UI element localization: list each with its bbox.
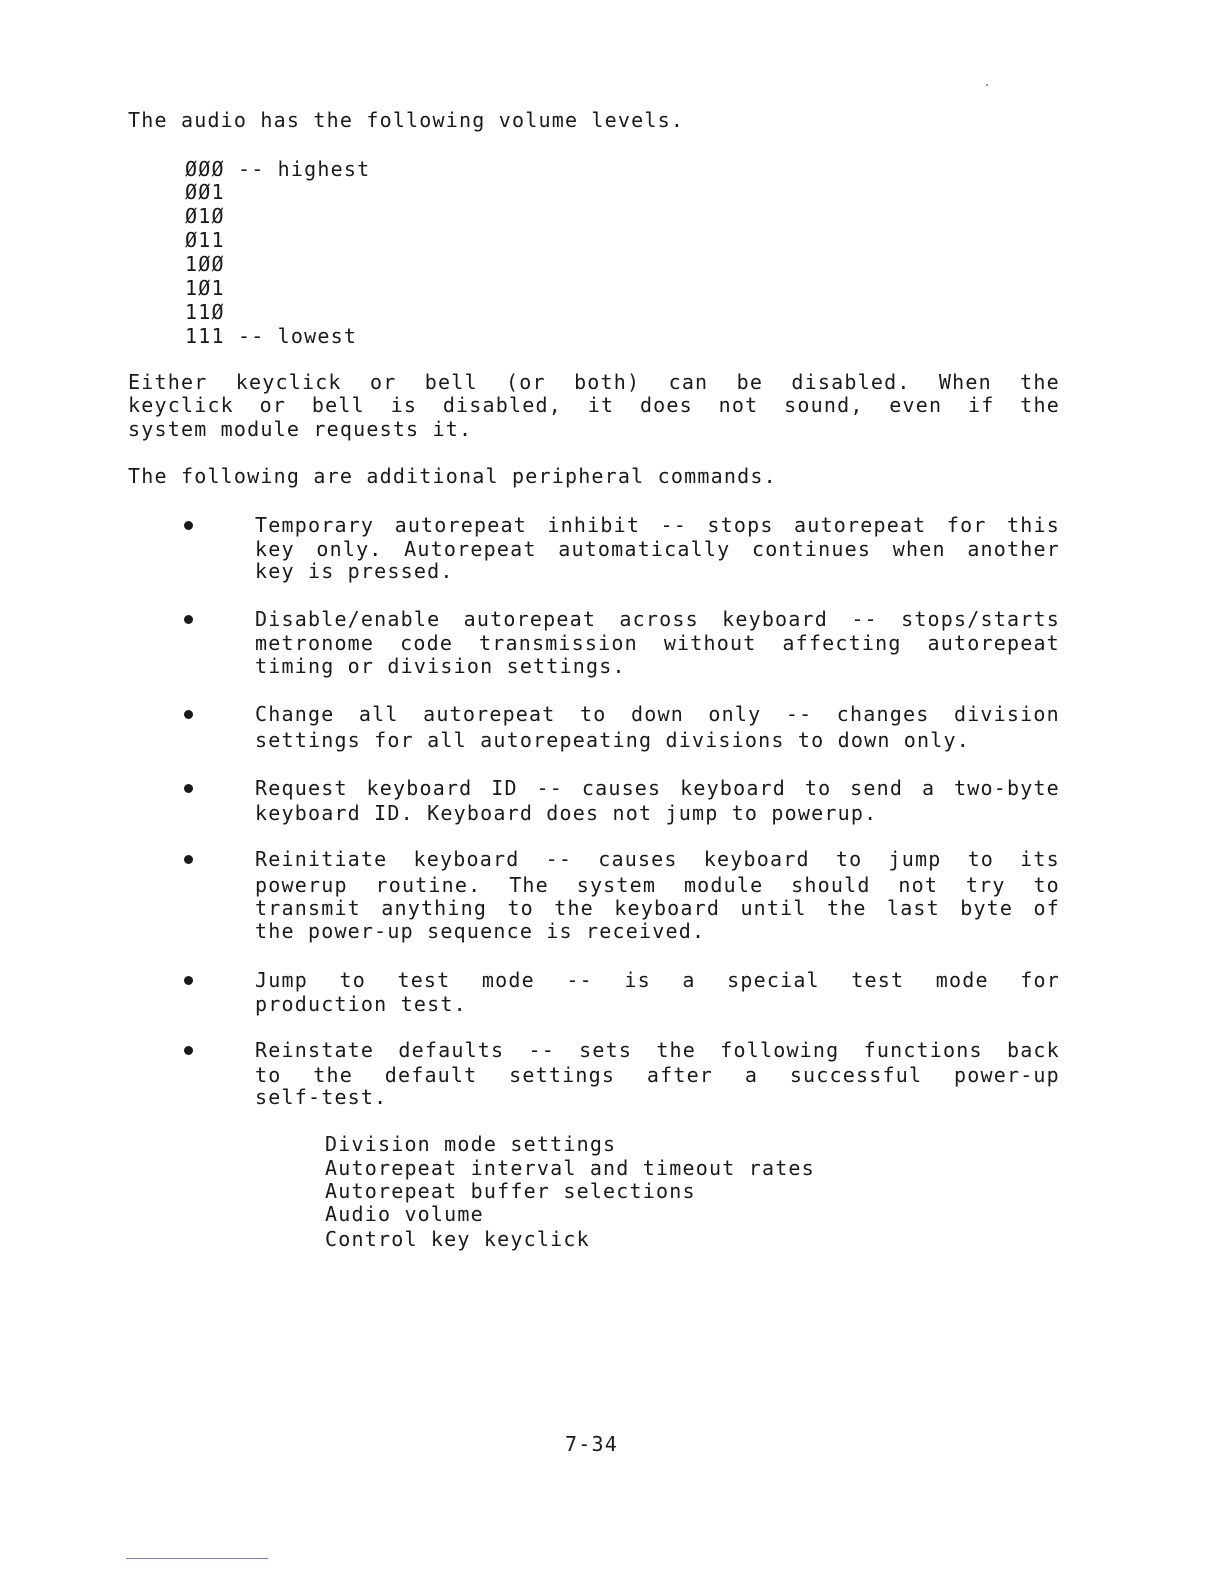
- word: a: [682, 968, 696, 992]
- word: causes: [581, 776, 662, 800]
- word: or: [369, 370, 397, 394]
- volume-level-item: 1ØØ: [185, 252, 225, 276]
- word: to: [804, 776, 832, 800]
- command-line: [255, 875, 1060, 895]
- word: ID: [491, 776, 518, 800]
- word: for: [1020, 968, 1060, 992]
- word: defaults: [398, 1038, 505, 1062]
- word: mode: [935, 968, 989, 992]
- command-line: [255, 849, 1060, 869]
- word: changes: [836, 702, 930, 726]
- word: --: [660, 513, 687, 537]
- word: the: [313, 1063, 353, 1087]
- word: this: [1006, 513, 1060, 537]
- command-line: settings for all autorepeating divisions to down only.: [255, 728, 971, 752]
- volume-level-item: ØØ1: [185, 180, 225, 204]
- bullet-icon: [184, 855, 193, 864]
- word: autorepeat: [423, 702, 556, 726]
- word: division: [953, 702, 1060, 726]
- word: default: [384, 1063, 478, 1087]
- word: the: [554, 896, 594, 920]
- word: Autorepeat: [404, 537, 537, 561]
- word: down: [630, 702, 684, 726]
- paragraph-line: [128, 395, 1060, 415]
- word: keyclick: [235, 370, 342, 394]
- word: Temporary: [255, 513, 375, 537]
- command-line: timing or division settings.: [255, 654, 626, 678]
- word: stops: [707, 513, 774, 537]
- bullet-icon: [184, 615, 193, 624]
- word: successful: [789, 1063, 923, 1087]
- word: sound,: [784, 393, 864, 417]
- word: --: [528, 1038, 555, 1062]
- word: keyclick: [128, 393, 234, 417]
- word: transmission: [478, 631, 638, 655]
- word: Request: [255, 776, 348, 800]
- volume-level-item: 111 -- lowest: [185, 324, 358, 348]
- paragraph-line: system module requests it.: [128, 417, 473, 441]
- word: Disable/enable: [255, 607, 441, 631]
- scan-speck: [986, 84, 988, 86]
- word: send: [850, 776, 904, 800]
- command-line: [255, 1065, 1060, 1085]
- word: --: [566, 968, 593, 992]
- word: keyboard: [680, 776, 787, 800]
- word: routine.: [375, 873, 482, 897]
- word: or: [259, 393, 287, 417]
- word: be: [736, 370, 764, 394]
- word: --: [536, 776, 564, 800]
- bullet-icon: [184, 976, 193, 985]
- default-function-item: Control key keyclick: [325, 1227, 590, 1251]
- command-line: production test.: [255, 992, 467, 1016]
- word: two-byte: [954, 776, 1060, 800]
- word: both): [574, 370, 641, 394]
- word: to: [580, 702, 607, 726]
- word: even: [889, 393, 943, 417]
- word: it: [587, 393, 615, 417]
- volume-level-item: Ø1Ø: [185, 204, 225, 228]
- word: disabled.: [791, 370, 911, 394]
- word: after: [646, 1063, 714, 1087]
- word: to: [255, 1063, 282, 1087]
- default-function-item: Division mode settings: [325, 1132, 617, 1156]
- word: The: [509, 873, 549, 897]
- command-line: [255, 704, 1060, 724]
- word: automatically: [558, 537, 731, 561]
- word: until: [740, 896, 807, 920]
- default-function-item: Autorepeat interval and timeout rates: [325, 1156, 815, 1180]
- word: When: [938, 370, 992, 394]
- word: should: [791, 873, 871, 897]
- word: key: [255, 537, 295, 561]
- word: when: [892, 537, 946, 561]
- word: autorepeat: [927, 631, 1060, 655]
- word: across: [619, 607, 699, 631]
- word: only.: [316, 537, 383, 561]
- command-line: keyboard ID. Keyboard does not jump to powerup.: [255, 801, 878, 825]
- commands-intro: The following are additional peripheral commands.: [128, 464, 777, 488]
- word: system: [576, 873, 657, 897]
- word: another: [967, 537, 1060, 561]
- word: try: [965, 873, 1006, 897]
- word: keyboard: [413, 847, 520, 871]
- word: --: [545, 847, 573, 871]
- word: functions: [863, 1038, 983, 1062]
- word: does: [639, 393, 693, 417]
- word: test: [397, 968, 451, 992]
- command-line: [255, 898, 1060, 918]
- word: autorepeat: [394, 513, 527, 537]
- word: continues: [751, 537, 872, 561]
- word: to: [1033, 873, 1060, 897]
- command-line: [255, 970, 1060, 990]
- word: test: [851, 968, 905, 992]
- word: autorepeat: [463, 607, 597, 631]
- bullet-icon: [184, 784, 193, 793]
- word: to: [339, 968, 366, 992]
- word: code: [400, 631, 454, 655]
- word: is: [390, 393, 418, 417]
- word: jump: [888, 847, 942, 871]
- word: disabled,: [442, 393, 562, 417]
- word: power-up: [953, 1063, 1060, 1087]
- command-line: [255, 633, 1060, 653]
- word: to: [507, 896, 534, 920]
- word: byte: [960, 896, 1014, 920]
- volume-level-item: ØØØ -- highest: [185, 157, 371, 181]
- word: Jump: [255, 968, 308, 992]
- word: autorepeat: [794, 513, 927, 537]
- word: for: [946, 513, 987, 537]
- word: inhibit: [547, 513, 641, 537]
- word: to: [967, 847, 995, 871]
- bullet-icon: [184, 1046, 193, 1055]
- word: keyboard: [703, 847, 810, 871]
- volume-level-item: 1Ø1: [185, 276, 225, 300]
- default-function-item: Autorepeat buffer selections: [325, 1179, 696, 1203]
- command-line: [255, 515, 1060, 535]
- word: bell: [311, 393, 365, 417]
- word: settings: [509, 1063, 616, 1087]
- word: Either: [128, 370, 208, 394]
- word: --: [785, 702, 813, 726]
- word: last: [886, 896, 940, 920]
- word: keyboard: [366, 776, 473, 800]
- word: following: [720, 1038, 840, 1062]
- command-line: [255, 1040, 1060, 1060]
- word: --: [851, 607, 878, 631]
- footer-rule: [126, 1558, 268, 1559]
- word: not: [718, 393, 759, 417]
- word: all: [358, 702, 399, 726]
- word: of: [1033, 896, 1060, 920]
- word: anything: [381, 896, 488, 920]
- word: bell: [424, 370, 478, 394]
- word: stops/starts: [901, 607, 1060, 631]
- word: affecting: [782, 631, 902, 655]
- word: special: [727, 968, 820, 992]
- bullet-icon: [184, 521, 193, 530]
- word: the: [826, 896, 867, 920]
- word: sets: [579, 1038, 633, 1062]
- word: Change: [255, 702, 335, 726]
- word: (or: [506, 370, 546, 394]
- word: the: [1020, 393, 1060, 417]
- word: causes: [598, 847, 678, 871]
- word: a: [921, 776, 936, 800]
- command-line: [255, 539, 1060, 559]
- command-line: the power-up sequence is received.: [255, 919, 706, 943]
- word: the: [1020, 370, 1060, 394]
- word: only: [708, 702, 762, 726]
- word: keyboard: [722, 607, 829, 631]
- word: transmit: [255, 896, 361, 920]
- word: keyboard: [614, 896, 721, 920]
- word: mode: [481, 968, 535, 992]
- word: Reinstate: [255, 1038, 375, 1062]
- word: a: [744, 1063, 759, 1087]
- word: back: [1006, 1038, 1060, 1062]
- word: module: [683, 873, 764, 897]
- command-line: self-test.: [255, 1085, 388, 1109]
- default-function-item: Audio volume: [325, 1202, 484, 1226]
- word: to: [835, 847, 863, 871]
- command-line: key is pressed.: [255, 559, 454, 583]
- volume-level-item: Ø11: [185, 228, 225, 252]
- word: not: [898, 873, 939, 897]
- word: can: [668, 370, 709, 394]
- word: if: [968, 393, 995, 417]
- word: its: [1020, 847, 1060, 871]
- command-line: [255, 609, 1060, 629]
- intro-text: The audio has the following volume levels.: [128, 108, 685, 132]
- bullet-icon: [184, 710, 193, 719]
- word: Reinitiate: [255, 847, 388, 871]
- page-number: 7-34: [565, 1432, 618, 1456]
- paragraph-line: [128, 372, 1060, 392]
- word: without: [663, 631, 757, 655]
- word: is: [624, 968, 651, 992]
- command-line: [255, 778, 1060, 798]
- word: powerup: [255, 873, 348, 897]
- volume-level-item: 11Ø: [185, 300, 225, 324]
- word: the: [656, 1038, 697, 1062]
- word: metronome: [255, 631, 375, 655]
